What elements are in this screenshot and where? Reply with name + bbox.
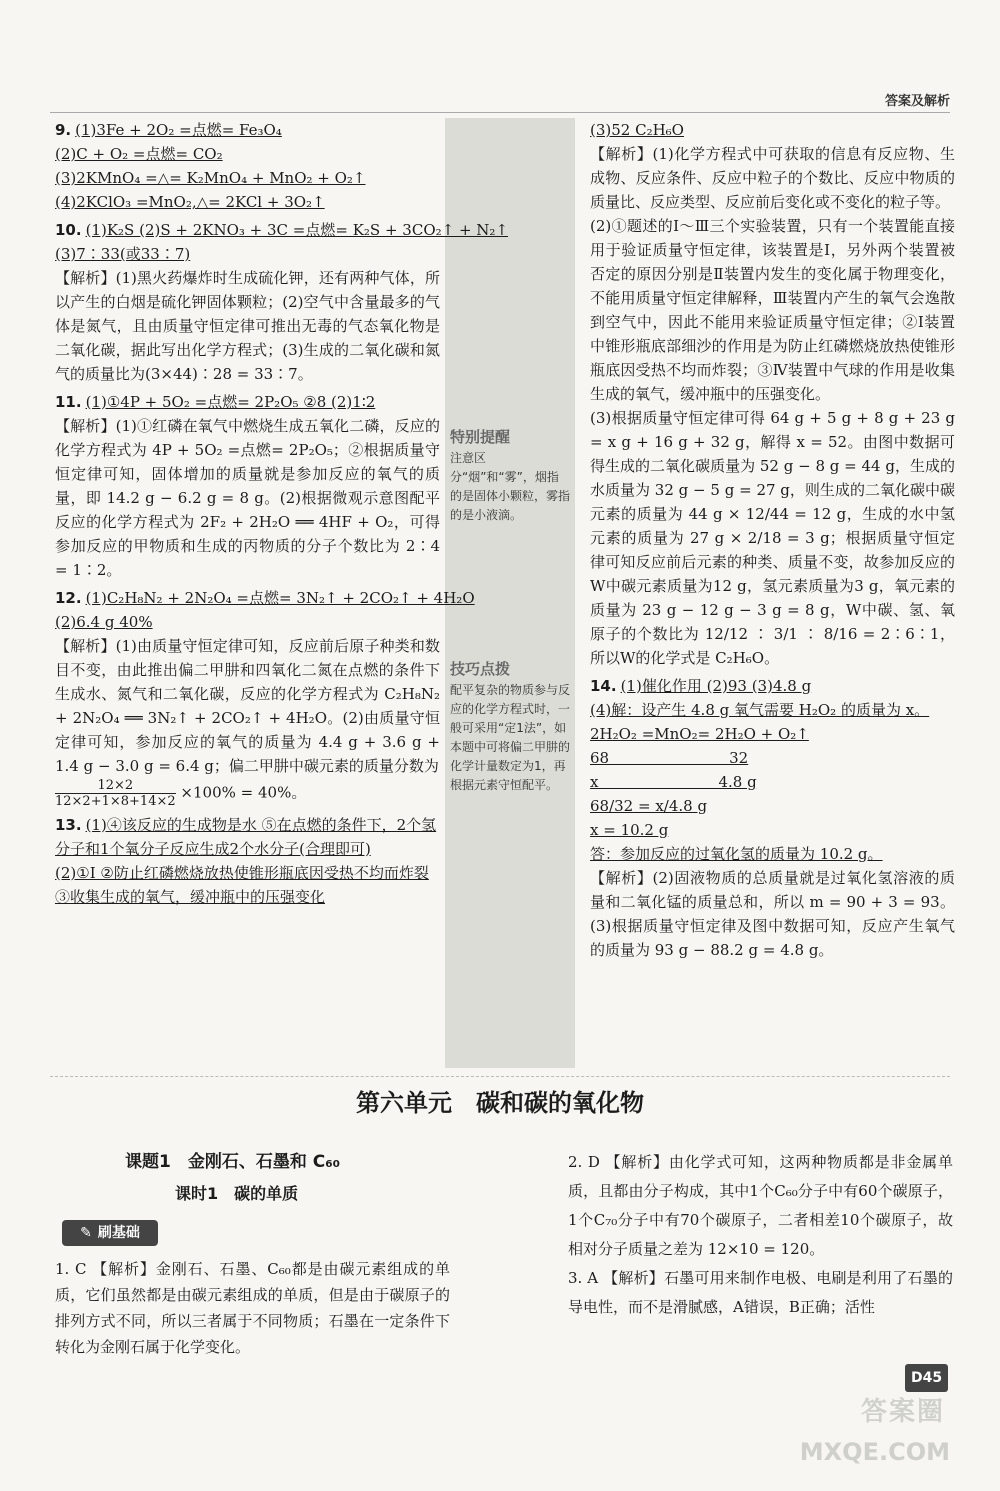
q10-number: 10.: [55, 221, 82, 239]
q9-line-3: (3)2KMnO₄ =△= K₂MnO₄ + MnO₂ + O₂↑: [55, 169, 366, 187]
q12-number: 12.: [55, 589, 82, 607]
q10-line-1: (1)K₂S (2)S + 2KNO₃ + 3C =点燃= K₂S + 3CO₂↑ + N₂↑: [85, 221, 509, 239]
q12-frac-top: 12×2: [55, 778, 176, 794]
q9-number: 9.: [55, 121, 72, 139]
q12-line-1: (1)C₂H₈N₂ + 2N₂O₄ =点燃= 3N₂↑ + 2CO₂↑ + 4H₂O: [85, 589, 475, 607]
q14-row-2: x 4.8 g: [590, 773, 757, 791]
q13-line-3: (3)52 C₂H₆O: [590, 121, 684, 139]
tip-skill-title: 技巧点拨: [450, 660, 511, 678]
q14-line-1: (1)催化作用 (2)93 (3)4.8 g: [620, 677, 812, 695]
answer-3: 3. A 【解析】石墨可用来制作电极、电刷是利用了石墨的导电性，而不是滑腻感，A错误，B正确；活性: [568, 1269, 953, 1316]
q12-frac-bottom: 12×2+1×8+14×2: [55, 794, 176, 809]
header-divider: [50, 112, 950, 113]
q10-line-2: (3)7∶33(或33∶7): [55, 245, 191, 263]
q11-analysis: 【解析】(1)①红磷在氧气中燃烧生成五氧化二磷，反应的化学方程式为 4P + 5O₂ =点燃= 2P₂O₅；②根据质量守恒定律可知，固体增加的质量就是参加反应的氧气的质量，即 14.2 g − 6.2 g = 8 g。(2)根据微观示意图配平反应的化学方程式为 2F₂ + 2H₂O ══ 4HF + O₂，可得参加反应的甲物质和生成的丙物质的分子个数比为 2∶4 = 1∶2。: [55, 417, 440, 579]
q14-row-1: 68 32: [590, 749, 749, 767]
watermark-url: MXQE.COM: [799, 1438, 950, 1466]
question-13: [55, 813, 440, 909]
badge-label: 刷基础: [97, 1225, 140, 1241]
q13-line-1: (1)④该反应的生成物是水 ⑤在点燃的条件下，2个氢分子和1个氧分子反应生成2个水分子(合理即可): [55, 816, 437, 858]
q13-analysis-2: (2)①题述的Ⅰ～Ⅲ三个实验装置，只有一个装置能直接用于验证质量守恒定律，该装置是Ⅰ，另外两个装置被否定的原因分别是Ⅱ装置内发生的变化属于物理变化，不能用质量守恒定律解释，Ⅲ装置内产生的氧气会逸散到空气中，因此不能用来验证质量守恒定律；②Ⅰ装置中锥形瓶底部细沙的作用是为防止红磷燃烧放热使锥形瓶底因受热不均而炸裂；③Ⅳ装置中气球的作用是收集生成的氧气，缓冲瓶中的压强变化。: [590, 217, 955, 403]
q14-ratio: 68/32 = x/4.8 g: [590, 797, 708, 815]
q12-line-2: (2)6.4 g 40%: [55, 613, 153, 631]
unit-title: 第六单元 碳和碳的氧化物: [356, 1089, 644, 1117]
tip-skill-text: 配平复杂的物质参与反应的化学方程式时，一般可采用“定1法”，如本题中可将偏二甲肼的化学计量数定为1，再根据元素守恒配平。: [450, 683, 571, 792]
tip-special-note: [450, 428, 570, 525]
right-column: [590, 118, 955, 966]
brush-icon: ✎: [80, 1225, 92, 1241]
q12-analysis: 【解析】(1)由质量守恒定律可知，反应前后原子种类和数目不变，由此推出偏二甲肼和四氧化二氮在点燃的条件下生成水、氮气和二氧化碳，反应的化学方程式为 C₂H₈N₂ + 2N₂O₄ ══ 3N₂↑ + 2CO₂↑ + 4H₂O。(2)由质量守恒定律可知，参加反应的氧气的质量为 4.4 g + 3.6 g + 1.4 g − 3.0 g = 6.4 g；偏二甲肼中碳元素的质量分数为: [55, 637, 440, 775]
q14-equation: 2H₂O₂ =MnO₂= 2H₂O + O₂↑: [590, 725, 809, 743]
question-13-continued: [590, 118, 955, 670]
q9-line-1: (1)3Fe + 2O₂ =点燃= Fe₃O₄: [75, 121, 282, 139]
page-number: D45: [905, 1364, 948, 1392]
q14-result: x = 10.2 g: [590, 821, 669, 839]
question-10: [55, 218, 509, 386]
bottom-left-answers: [55, 1256, 450, 1360]
tip-special-text: 注意区分“烟”和“雾”，烟指的是固体小颗粒，雾指的是小液滴。: [450, 451, 571, 522]
question-11: [55, 390, 440, 582]
q14-answer: 答：参加反应的过氧化氢的质量为 10.2 g。: [590, 845, 883, 863]
q13-line-2: (2)①Ⅰ ②防止红磷燃烧放热使锥形瓶底因受热不均而炸裂 ③收集生成的氧气，缓冲瓶中的压强变化: [55, 864, 429, 906]
q14-line-2: (4)解：设产生 4.8 g 氧气需要 H₂O₂ 的质量为 x。: [590, 701, 930, 719]
class-title: 课时1 碳的单质: [175, 1184, 299, 1203]
question-9: [55, 118, 440, 214]
q9-line-2: (2)C + O₂ =点燃= CO₂: [55, 145, 223, 163]
basic-practice-badge: [62, 1220, 158, 1246]
bottom-right-answers: [568, 1148, 953, 1322]
q11-number: 11.: [55, 393, 82, 411]
watermark-logo: 答案圈: [860, 1397, 945, 1427]
answer-1: 1. C 【解析】金刚石、石墨、C₆₀都是由碳元素组成的单质，它们虽然都是由碳元素组成的单质，但是由于碳原子的排列方式不同，所以三者属于不同物质；石墨在一定条件下转化为金刚石属于化学变化。: [55, 1260, 450, 1356]
q14-number: 14.: [590, 677, 617, 695]
q13-analysis-1: 【解析】(1)化学方程式中可获取的信息有反应物、生成物、反应条件、反应中粒子的个数比、反应中物质的质量比、反应类型、反应前后变化或不变化的粒子等。: [590, 145, 955, 211]
section-divider: [50, 1076, 950, 1077]
header-label: 答案及解析: [884, 94, 950, 109]
q10-analysis: 【解析】(1)黑火药爆炸时生成硫化钾，还有两种气体，所以产生的白烟是硫化钾固体颗粒；(2)空气中含量最多的气体是氮气，且由质量守恒定律可推出无毒的气态氧化物是二氧化碳，据此写出化学方程式；(3)生成的二氧化碳和氮气的质量比为(3×44)∶28 = 33∶7。: [55, 269, 440, 383]
tip-skill-note: [450, 660, 570, 795]
q12-fraction-line: [55, 778, 440, 809]
q12-fraction: [55, 778, 176, 809]
answer-2: 2. D 【解析】由化学式可知，这两种物质都是非金属单质，且都由分子构成，其中1个C₆₀分子中有60个碳原子，1个C₇₀分子中有70个碳原子，二者相差10个碳原子，故相对分子质量之差为 12×10 = 120。: [568, 1153, 953, 1258]
q13-analysis-3: (3)根据质量守恒定律可得 64 g + 5 g + 8 g + 23 g = x g + 16 g + 32 g，解得 x = 52。由图中数据可得生成的二氧化碳质量为 52 g − 8 g = 44 g，生成的水质量为 32 g − 5 g = 27 g，则生成的二氧化碳中碳元素的质量为 44 g × 12/44 = 12 g，生成的水中氢元素的质量为 27 g × 2/18 = 3 g；根据质量守恒定律可知反应前后元素的种类、质量不变，故参加反应的W中碳元素质量为12 g，氢元素质量为3 g，氧元素的质量为 23 g − 12 g − 3 g = 8 g，W中碳、氢、氧原子的个数比为 12/12 ∶ 3/1 ∶ 8/16 = 2∶6∶1，所以W的化学式是 C₂H₆O。: [590, 409, 955, 667]
q12-frac-tail: ×100% = 40%。: [180, 783, 307, 802]
q14-analysis: 【解析】(2)固液物质的总质量就是过氧化氢溶液的质量和二氧化锰的质量总和，所以 m = 90 + 3 = 93。(3)根据质量守恒定律及图中数据可知，反应产生氧气的质量为 93 g − 88.2 g = 4.8 g。: [590, 869, 955, 959]
question-14: [590, 674, 955, 962]
tip-special-title: 特别提醒: [450, 428, 511, 446]
lesson-title: 课题1 金刚石、石墨和 C₆₀: [125, 1152, 341, 1172]
question-12: [55, 586, 475, 809]
q9-line-4: (4)2KClO₃ =MnO₂,△= 2KCl + 3O₂↑: [55, 193, 325, 211]
q11-line-1: (1)①4P + 5O₂ =点燃= 2P₂O₅ ②8 (2)1∶2: [85, 393, 376, 411]
q13-number: 13.: [55, 816, 82, 834]
